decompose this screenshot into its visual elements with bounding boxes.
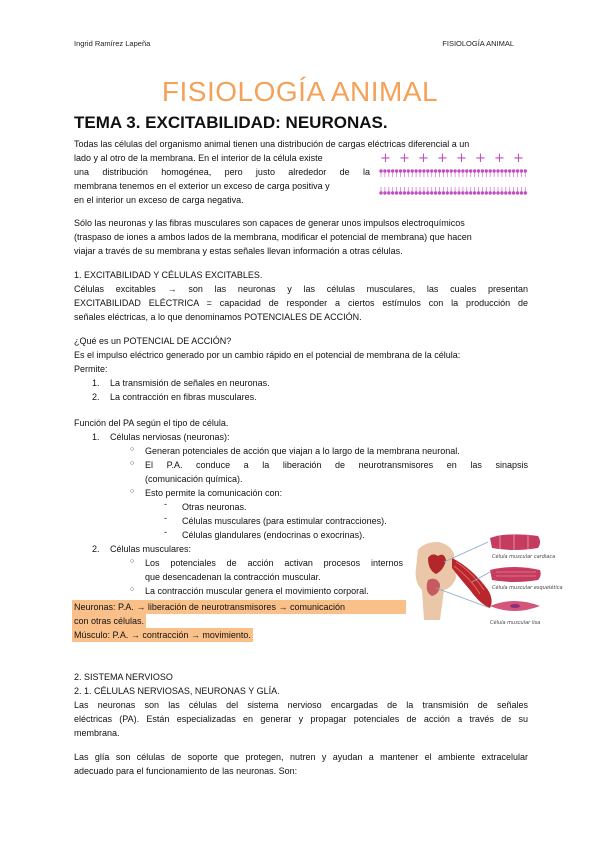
lipid-head	[422, 191, 425, 194]
dash-bullet: -	[164, 499, 167, 509]
para2-line-1: Sólo las neuronas y las fibras musculares son capaces de generar unos impulsos electroquímicos	[74, 218, 465, 228]
smooth-label: Célula muscular lisa	[490, 620, 541, 626]
sub-item-3: Células glandulares (endocrinas o exocrinas).	[182, 530, 365, 540]
plus-charge-icon: +	[456, 151, 467, 166]
lipid-head	[407, 169, 410, 172]
intro-line-5: en el interior un exceso de carga negativa.	[74, 195, 244, 205]
section2-line-3: membrana.	[74, 728, 120, 738]
lipid-head	[418, 191, 421, 194]
lipid-head	[387, 169, 390, 172]
nerv-item-3: Esto permite la comunicación con:	[145, 488, 283, 498]
section2-line-1: Las neuronas son las células del sistema nervioso encargadas de la transmisión de señales	[74, 700, 528, 710]
summary-musculo: Músculo: P.A. → contracción → movimiento.	[74, 630, 251, 640]
lipid-head	[492, 169, 495, 172]
lipid-head	[500, 169, 503, 172]
lipid-head	[387, 191, 390, 194]
lipid-head	[453, 169, 456, 172]
lipid-head	[489, 191, 492, 194]
pa-item-2: La contracción en fibras musculares.	[110, 392, 257, 402]
lipid-head	[399, 191, 402, 194]
nerv-item-2: El P.A. conduce a la liberación de neurotransmisores en las sinapsis	[145, 460, 528, 470]
lipid-head	[426, 191, 429, 194]
circle-bullet-icon: ○	[130, 586, 135, 593]
pa-definition: Es el impulso eléctrico generado por un cambio rápido en el potencial de membrana de la célula:	[74, 350, 461, 360]
lipid-head	[379, 169, 382, 172]
lipid-head	[453, 191, 456, 194]
topic-heading: TEMA 3. EXCITABILIDAD: NEURONAS.	[74, 113, 388, 132]
header-author: Ingrid Ramírez Lapeña	[74, 39, 151, 48]
circle-bullet-icon: ○	[130, 558, 135, 565]
pa-permite: Permite:	[74, 364, 108, 374]
lipid-head	[504, 169, 507, 172]
lipid-head	[485, 169, 488, 172]
lipid-head	[457, 169, 460, 172]
plus-charge-icon: +	[513, 151, 524, 166]
plus-charge-icon: +	[437, 151, 448, 166]
lipid-head	[407, 191, 410, 194]
pa-question: ¿Qué es un POTENCIAL DE ACCIÓN?	[74, 336, 232, 346]
lipid-head	[465, 191, 468, 194]
section2-subtitle: 2. 1. CÉLULAS NERVIOSAS, NEURONAS Y GLÍA.	[74, 686, 280, 696]
dash-bullet: -	[164, 513, 167, 523]
pa-item-number-2: 2.	[92, 392, 100, 402]
lipid-head	[473, 169, 476, 172]
header-course: FISIOLOGÍA ANIMAL	[442, 39, 514, 48]
lipid-head	[496, 169, 499, 172]
lipid-head	[391, 191, 394, 194]
sub-item-1: Otras neuronas.	[182, 502, 247, 512]
cardiac-cell-illustration	[490, 534, 540, 550]
lipid-head	[430, 191, 433, 194]
plus-charge-icon: +	[380, 151, 391, 166]
circle-bullet-icon: ○	[130, 460, 135, 467]
lipid-head	[520, 191, 523, 194]
section1-line-2: EXCITABILIDAD ELÉCTRICA = capacidad de responder a ciertos estímulos con la producción de	[74, 298, 528, 308]
lipid-head	[516, 169, 519, 172]
lipid-head	[485, 191, 488, 194]
skeletal-cell-illustration	[490, 567, 541, 582]
funcion-number-1: 1.	[92, 432, 100, 442]
lipid-head	[508, 191, 511, 194]
lipid-head	[383, 169, 386, 172]
lipid-head	[434, 169, 437, 172]
musc-item-1-cont: que desencadenan la contracción muscular.	[145, 572, 321, 582]
lipid-head	[469, 191, 472, 194]
circle-bullet-icon: ○	[130, 446, 135, 453]
lipid-head	[442, 191, 445, 194]
section1-line-3: señales eléctricas, a lo que denominamos POTENCIALES DE ACCIÓN.	[74, 312, 362, 322]
lipid-head	[399, 169, 402, 172]
lipid-head	[520, 169, 523, 172]
nerv-item-1: Generan potenciales de acción que viajan a lo largo de la membrana neuronal.	[145, 446, 460, 456]
lipid-head	[403, 191, 406, 194]
lipid-head	[395, 191, 398, 194]
lipid-head	[524, 191, 527, 194]
glia-line-1: Las glía son células de soporte que protegen, nutren y ayudan a mantener el ambiente extracelular	[74, 752, 528, 762]
nerv-label: Células nerviosas (neuronas):	[110, 432, 230, 442]
lipid-head	[500, 191, 503, 194]
pa-item-1: La transmisión de señales en neuronas.	[110, 378, 270, 388]
musc-item-2: La contracción muscular genera el movimiento corporal.	[145, 586, 369, 596]
nerv-item-2-cont: (comunicación química).	[145, 474, 243, 484]
page-title: FISIOLOGÍA ANIMAL	[161, 76, 439, 107]
lipid-head	[504, 191, 507, 194]
intro-line-2: lado y al otro de la membrana. En el interior de la célula existe	[74, 153, 323, 163]
para2-line-2: (traspaso de iones a ambos lados de la membrana, modificar el potencial de membrana) que hacen	[74, 232, 472, 242]
positive-charges	[380, 151, 524, 166]
lipid-head	[395, 169, 398, 172]
section2-line-2: eléctricas (PA). Están especializadas en generar y propagar potenciales de acción a través de su	[74, 714, 528, 724]
lipid-head	[465, 169, 468, 172]
section2-title: 2. SISTEMA NERVIOSO	[74, 672, 173, 682]
lipid-head	[426, 169, 429, 172]
lipid-head	[450, 169, 453, 172]
dash-bullet: -	[164, 527, 167, 537]
musc-label: Células musculares:	[110, 544, 192, 554]
lipid-head	[418, 169, 421, 172]
muscle-cells-figure	[410, 528, 563, 632]
funcion-number-2: 2.	[92, 544, 100, 554]
lipid-head	[379, 191, 382, 194]
lipid-head	[422, 169, 425, 172]
plus-charge-icon: +	[399, 151, 410, 166]
lipid-head	[438, 191, 441, 194]
lipid-head	[516, 191, 519, 194]
lipid-head	[438, 169, 441, 172]
cardiac-label: Célula muscular cardiaca	[492, 554, 556, 560]
lipid-head	[508, 169, 511, 172]
plus-charge-icon: +	[418, 151, 429, 166]
lipid-head	[411, 169, 414, 172]
musc-item-1: Los potenciales de acción activan procesos internos	[145, 558, 403, 568]
intro-line-1: Todas las células del organismo animal tienen una distribución de cargas eléctricas diferencial a un	[74, 139, 470, 149]
plus-charge-icon: +	[475, 151, 486, 166]
membrane-charge-illustration	[378, 150, 530, 200]
lipid-head	[469, 169, 472, 172]
skeletal-label: Célula muscular esquelética	[492, 585, 563, 591]
lipid-head	[442, 169, 445, 172]
section1-line-1: Células excitables → son las neuronas y las células musculares, las cuales presentan	[74, 284, 528, 294]
lipid-head	[414, 191, 417, 194]
lipid-bilayer	[379, 169, 527, 194]
plus-charge-icon: +	[494, 151, 505, 166]
lipid-head	[403, 169, 406, 172]
lipid-head	[512, 191, 515, 194]
lipid-head	[477, 191, 480, 194]
lipid-head	[430, 169, 433, 172]
lipid-head	[457, 191, 460, 194]
lipid-head	[496, 191, 499, 194]
funcion-title: Función del PA según el tipo de célula.	[74, 418, 229, 428]
lipid-head	[461, 169, 464, 172]
lipid-head	[446, 191, 449, 194]
lipid-head	[477, 169, 480, 172]
lipid-head	[461, 191, 464, 194]
intro-line-3: una distribución homogénea, pero justo alrededor de la	[74, 167, 370, 177]
lipid-head	[524, 169, 527, 172]
lipid-head	[473, 191, 476, 194]
lipid-head	[512, 169, 515, 172]
lipid-head	[481, 169, 484, 172]
sub-item-2: Células musculares (para estimular contracciones).	[182, 516, 387, 526]
lipid-head	[492, 191, 495, 194]
lipid-head	[434, 191, 437, 194]
summary-neuronas-2: con otras células.	[74, 616, 145, 626]
circle-bullet-icon: ○	[130, 488, 135, 495]
summary-neuronas-1: Neuronas: P.A. → liberación de neurotransmisores → comunicación	[72, 600, 406, 614]
glia-line-2: adecuado para el funcionamiento de las neuronas. Son:	[74, 766, 298, 776]
lipid-head	[446, 169, 449, 172]
lipid-head	[481, 191, 484, 194]
lipid-head	[383, 191, 386, 194]
lipid-head	[489, 169, 492, 172]
para2-line-3: viajar a través de su membrana y estas señales llevan información a otras células.	[74, 246, 403, 256]
intro-line-4: membrana tenemos en el exterior un exceso de carga positiva y	[74, 181, 330, 191]
lipid-head	[450, 191, 453, 194]
lipid-head	[414, 169, 417, 172]
pa-item-number-1: 1.	[92, 378, 100, 388]
section1-title: 1. EXCITABILIDAD Y CÉLULAS EXCITABLES.	[74, 270, 263, 280]
lipid-head	[391, 169, 394, 172]
lipid-head	[411, 191, 414, 194]
